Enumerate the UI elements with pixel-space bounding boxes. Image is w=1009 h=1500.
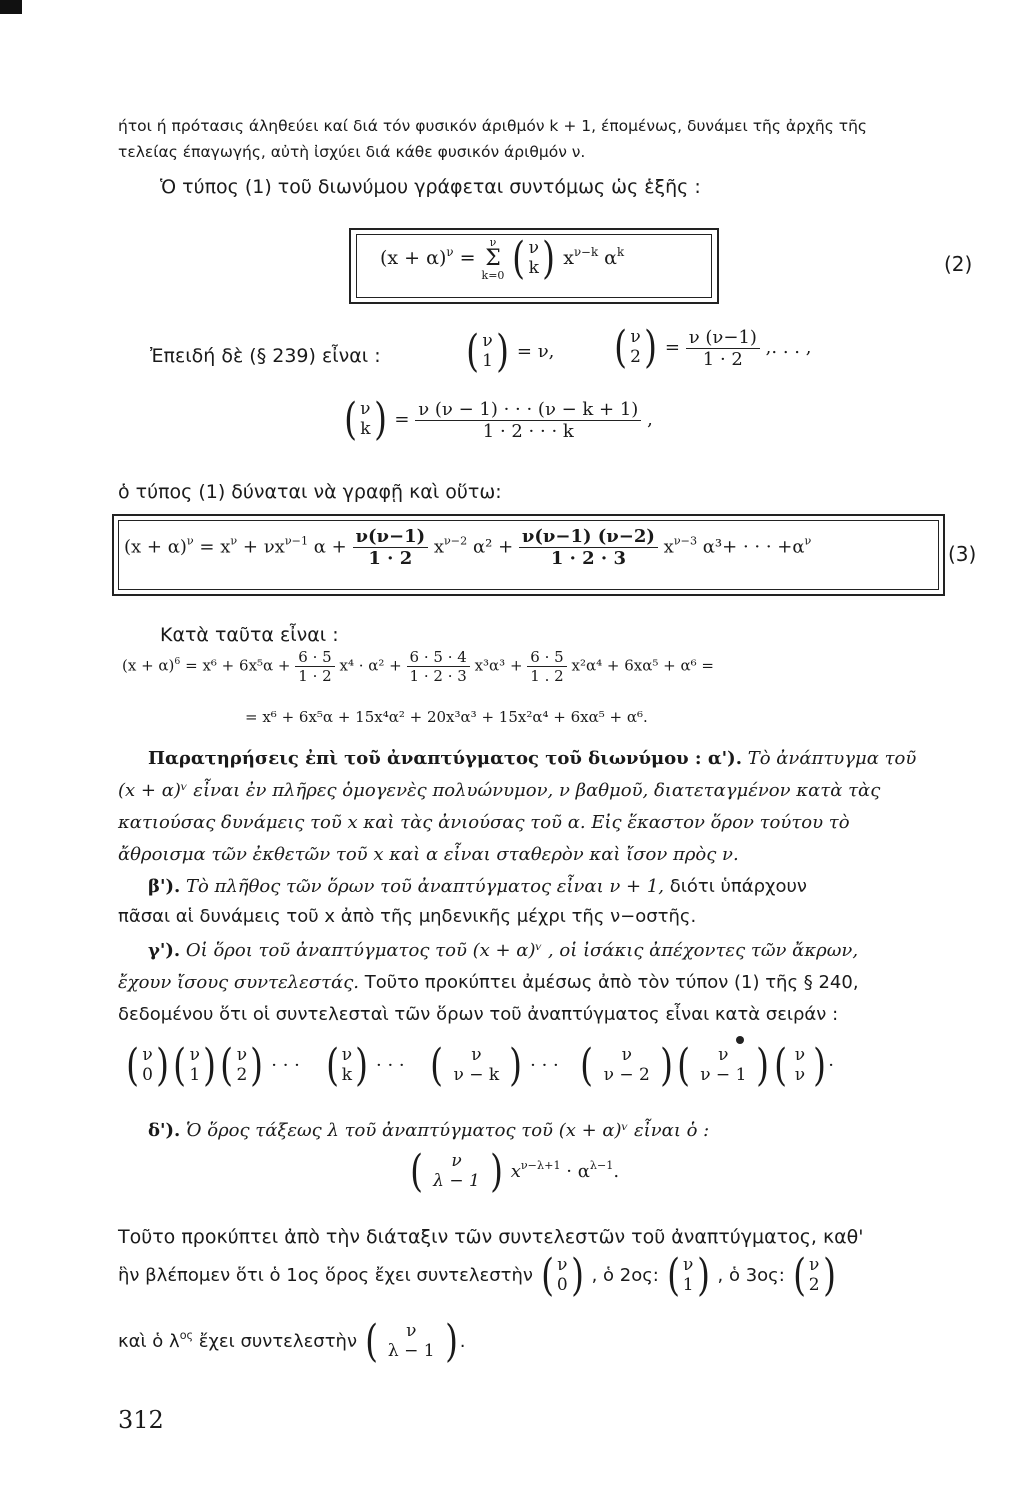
since-bk-bottom: k	[360, 419, 371, 439]
eq2-sigma	[482, 237, 505, 281]
closing-sep-1: , ὁ 2ος:	[591, 1265, 659, 1286]
example-f1-num: 6 · 5	[295, 648, 334, 667]
accordingly-line: Κατὰ ταῦτα εἶναι :	[160, 624, 339, 646]
since-bk-num: ν (ν − 1) · · · (ν − k + 1)	[415, 399, 641, 421]
since-b2-eq: =	[664, 337, 680, 358]
equation-3	[124, 526, 811, 569]
eq2-sigma-top: ν	[489, 236, 497, 249]
example-f3-term: x²α⁴ + 6xα⁵ + α⁶ =	[571, 656, 714, 675]
page-number: 312	[118, 1406, 164, 1434]
since-b2-top: ν	[630, 327, 641, 348]
ink-dot	[736, 1036, 744, 1044]
intro-line-3: Ὁ τύπος (1) τοῦ διωνύμου γράφεται συντόμως ὡς ἑξῆς :	[160, 176, 701, 198]
eq3-p1-exp: ν	[230, 534, 238, 548]
remarks-heading: Παρατηρήσεις ἐπὶ τοῦ ἀναπτύγματος τοῦ διωνύμου : α').	[148, 748, 742, 769]
since-b2-den: 1 · 2	[702, 348, 743, 370]
eq3-f1-num: ν(ν−1)	[353, 526, 429, 548]
example-a-exp: 6	[174, 656, 181, 667]
equation-2	[380, 233, 625, 284]
remarks-a-line-4: ἄθροισμα τῶν ἐκθετῶν τοῦ x καὶ α εἶναι σταθερὸν καὶ ἴσον πρὸς ν.	[118, 844, 739, 865]
since-bk-den: 1 · 2 · · · k	[482, 420, 574, 442]
since-b2-tail: ,. . . ,	[765, 337, 812, 358]
eq3-f2-exp: ν−3	[673, 534, 698, 548]
eq2-alpha-exp: k	[616, 244, 625, 259]
remarks-d-term	[408, 1146, 620, 1197]
closing-line-1: Τοῦτο προκύπτει ἀπὸ τὴν διάταξιν τῶν συντελεστῶν τοῦ ἀναπτύγματος, καθ'	[118, 1226, 864, 1248]
d-binom-bottom: λ − 1	[433, 1171, 480, 1191]
remarks-c-line-1	[148, 940, 858, 961]
since-label: Ἐπειδή δὲ (§ 239) εἶναι :	[150, 345, 381, 367]
since-bk-frac	[415, 399, 641, 442]
seq-binom-1: ( ν 1 )	[173, 1040, 217, 1091]
eq3-f2-tail: α³+ · · · +α	[702, 536, 805, 558]
closing-binom-2: ( ν 1 )	[666, 1250, 710, 1301]
remarks-d-italic: Ὁ ὅρος τάξεως λ τοῦ ἀναπτύγματος τοῦ (x + α)ᵛ εἶναι ὁ :	[186, 1120, 710, 1141]
remarks-c-line-3: δεδομένου ὅτι οἱ συντελεσταὶ τῶν ὅρων τοῦ ἀναπτύγματος εἶναι κατὰ σειράν :	[118, 1004, 839, 1025]
remarks-a-line-2: (x + α)ᵛ εἶναι ἐν πλῆρες ὁμογενὲς πολυώνυμον, ν βαθμοῦ, διατεταγμένον κατὰ τὰς	[118, 780, 881, 801]
seq-binom-0: ( ν 0 )	[126, 1040, 170, 1091]
eq2-lhs: (x + α)	[380, 247, 447, 269]
example-frac-2	[407, 648, 470, 685]
since-b1-top: ν	[482, 331, 493, 352]
eq3-frac-2	[519, 526, 658, 569]
eq3-p2-exp: ν−1	[284, 534, 309, 548]
seq-0-top: ν	[142, 1045, 153, 1066]
example-frac-1	[295, 648, 334, 685]
remarks-d-line-1	[148, 1120, 709, 1141]
seq-3-bottom: k	[341, 1065, 353, 1085]
d-term-end: .	[613, 1161, 620, 1182]
eq3-p1: = x	[199, 536, 231, 558]
seq-binom-k: ( ν k )	[325, 1040, 369, 1091]
equation-2-number: (2)	[944, 252, 973, 276]
eq2-sigma-bottom: k=0	[481, 269, 505, 282]
eq3-f2-term: x	[663, 536, 674, 558]
eq2-binom-bottom: k	[528, 258, 539, 278]
seq-7-top: ν	[794, 1045, 806, 1066]
remarks-a-line-3: κατιούσας δυνάμεις τοῦ x καὶ τὰς ἀνιούσας τοῦ α. Εἰς ἕκαστον ὅρον τούτου τὸ	[118, 812, 850, 833]
seq-2-bottom: 2	[236, 1065, 248, 1085]
closing-b1-top: ν	[557, 1255, 568, 1276]
d-term-alpha: · α	[560, 1161, 590, 1182]
seq-7-bottom: ν	[794, 1065, 806, 1085]
eq3-f1-den: 1 · 2	[368, 548, 413, 569]
remarks-c-italic: Οἱ ὅροι τοῦ ἀναπτύγματος τοῦ (x + α)ᵛ , οἱ ἰσάκις ἀπέχοντες τῶν ἄκρων,	[185, 940, 859, 961]
eq3-p2: + νx	[242, 536, 285, 558]
seq-binom-2: ( ν 2 )	[220, 1040, 264, 1091]
eq3-f2-num: ν(ν−1) (ν−2)	[519, 526, 658, 548]
example-line-2: = x⁶ + 6x⁵α + 15x⁴α² + 20x³α³ + 15x²α⁴ + 6xα⁵ + α⁶.	[245, 708, 648, 726]
closing-line-3	[118, 1316, 466, 1367]
eq2-binom-top: ν	[528, 238, 539, 259]
d-term-exp-2: λ−1	[589, 1159, 614, 1173]
scan-corner-mark	[0, 0, 22, 14]
since-bk-top: ν	[360, 399, 371, 420]
seq-2-top: ν	[236, 1045, 248, 1066]
remarks-a-text: Τὸ ἀνάπτυγμα τοῦ	[747, 748, 917, 769]
since-binom-1-group	[464, 326, 555, 377]
since-bk-eq: =	[394, 409, 410, 430]
since-binom-2-group	[612, 322, 812, 373]
seq-binom-nu: ( ν ν )	[773, 1040, 827, 1091]
seq-6-bottom: ν − 1	[700, 1065, 747, 1085]
since-b2-frac	[686, 327, 760, 370]
example-f3-den: 1 . 2	[530, 667, 564, 685]
since-binom-1: ( ν 1 )	[466, 326, 510, 377]
since-b1-rhs: = ν,	[516, 341, 555, 362]
seq-4-bottom: ν − k	[453, 1065, 500, 1085]
seq-binom-nu-minus-2: ( ν ν − 2 )	[580, 1040, 673, 1091]
eq3-f1-tail: α² +	[472, 536, 514, 558]
formula-intro: ὁ τύπος (1) δύναται νὰ γραφῇ καὶ οὕτω:	[118, 481, 502, 503]
closing-binom-3: ( ν 2 )	[792, 1250, 836, 1301]
since-binom-k: ( ν k )	[344, 394, 387, 445]
example-f1-den: 1 · 2	[298, 667, 332, 685]
closing-line-3-sup: ος	[179, 1329, 194, 1343]
seq-binom-nu-minus-k: ( ν ν − k )	[430, 1040, 523, 1091]
seq-0-bottom: 0	[142, 1065, 153, 1085]
since-binom-k-group	[342, 394, 653, 445]
seq-binom-nu-minus-1: ( ν ν − 1 )	[677, 1040, 770, 1091]
eq3-p2-tail: α +	[313, 536, 347, 558]
eq3-f1-exp: ν−2	[444, 534, 468, 548]
since-bk-tail: ,	[647, 409, 653, 430]
remarks-b-line-2: πᾶσαι αἱ δυνάμεις τοῦ x ἀπὸ τῆς μηδενικῆς μέχρι τῆς ν−οστῆς.	[118, 906, 697, 927]
eq2-alpha: α	[604, 247, 617, 269]
closing-line-3-b: ἔχει συντελεστὴν	[198, 1331, 357, 1352]
eq2-binom: ( ν k )	[512, 233, 556, 284]
seq-end-dot: ·	[828, 1055, 834, 1076]
seq-3-top: ν	[341, 1045, 353, 1066]
seq-1-top: ν	[189, 1045, 200, 1066]
eq2-lhs-exp: ν	[446, 244, 454, 259]
example-f1-term: x⁴ · α² +	[339, 656, 402, 675]
closing-b1-bottom: 0	[556, 1275, 568, 1295]
eq3-f2-den: 1 · 2 · 3	[550, 548, 626, 569]
eq3-lhs: (x + α)	[124, 536, 187, 558]
binomial-sequence	[124, 1040, 834, 1091]
closing-b3-bottom: 2	[808, 1275, 820, 1295]
example-a: (x + α)	[122, 656, 175, 675]
closing-b4-top: ν	[406, 1321, 417, 1342]
closing-line-2-text: ἣν βλέπομεν ὅτι ὁ 1ος ὅρος ἔχει συντελεστὴν	[118, 1265, 533, 1286]
seq-1-bottom: 1	[189, 1065, 201, 1085]
eq2-sigma-symbol: Σ	[485, 246, 501, 271]
remarks-c-label: γ').	[148, 940, 181, 961]
closing-line-2	[118, 1250, 838, 1301]
seq-dots-1: · · ·	[271, 1055, 300, 1076]
remarks-c-line-2-italic: ἔχουν ἴσους συντελεστάς.	[118, 972, 359, 993]
d-term-exp: ν−λ+1	[520, 1159, 561, 1173]
seq-dots-2: · · ·	[376, 1055, 405, 1076]
eq3-f2-tail-exp: ν	[804, 534, 812, 548]
example-f2-den: 1 · 2 · 3	[409, 667, 467, 685]
closing-b4-bottom: λ − 1	[387, 1341, 435, 1361]
remarks-c-line-2-text: Τοῦτο προκύπτει ἀμέσως ἀπὸ τὸν τύπον (1) τῆς § 240,	[364, 972, 859, 993]
since-binom-2: ( ν 2 )	[614, 322, 658, 373]
eq3-f1-term: x	[433, 536, 445, 558]
eq3-frac-1	[353, 526, 429, 569]
seq-4-top: ν	[471, 1045, 482, 1066]
closing-binom-1: ( ν 0 )	[540, 1250, 584, 1301]
equation-3-number: (3)	[948, 542, 977, 566]
seq-5-top: ν	[621, 1045, 632, 1066]
since-b2-num: ν (ν−1)	[686, 327, 760, 349]
intro-line-2: τελείας έπαγωγής, αὐτὴ ἰσχύει διά κάθε φυσικόν άριθμόν ν.	[118, 143, 586, 161]
example-line-1	[122, 648, 714, 685]
closing-b2-top: ν	[683, 1255, 694, 1276]
since-b1-bottom: 1	[482, 351, 493, 371]
since-b2-bottom: 2	[630, 347, 641, 367]
remarks-b-label: β').	[148, 876, 181, 897]
remarks-b-text: διότι ὑπάρχουν	[669, 876, 807, 897]
intro-line-1: ήτοι ή πρότασις άληθεύει καί διά τόν φυσικόν άριθμόν k + 1, έπομένως, δυνάμει τῆς ἀρχῆς τῆς	[118, 117, 868, 135]
remarks-d-label: δ').	[148, 1120, 181, 1141]
remarks-line-1	[148, 748, 916, 769]
eq2-term-exp: ν−k	[573, 244, 599, 259]
seq-dots-3: · · ·	[530, 1055, 559, 1076]
closing-b3-top: ν	[808, 1255, 820, 1276]
example-b: = x⁶ + 6x⁵α +	[185, 656, 291, 675]
closing-line-3-a: καὶ ὁ λ	[118, 1331, 180, 1352]
eq2-term: x	[563, 247, 574, 269]
eq3-lhs-exp: ν	[186, 534, 194, 548]
remarks-b-line-1	[148, 876, 807, 897]
closing-sep-2: , ὁ 3ος:	[717, 1265, 785, 1286]
closing-binom-4: ( ν λ − 1 )	[364, 1316, 458, 1367]
d-term-x: x	[510, 1161, 521, 1182]
remarks-b-italic: Τὸ πλῆθος τῶν ὅρων τοῦ ἀναπτύγματος εἶναι ν + 1,	[185, 876, 664, 897]
seq-5-bottom: ν − 2	[603, 1065, 650, 1085]
seq-6-top: ν	[718, 1045, 729, 1066]
example-f3-num: 6 · 5	[527, 648, 566, 667]
closing-end: .	[459, 1331, 466, 1352]
example-f2-term: x³α³ +	[474, 656, 523, 675]
d-binom-top: ν	[451, 1151, 462, 1172]
remarks-c-line-2	[118, 972, 859, 993]
d-binom: ( ν λ − 1 )	[410, 1146, 503, 1197]
example-f2-num: 6 · 5 · 4	[407, 648, 470, 667]
example-frac-3	[527, 648, 566, 685]
eq2-equals: =	[459, 247, 476, 269]
closing-b2-bottom: 1	[682, 1275, 694, 1295]
